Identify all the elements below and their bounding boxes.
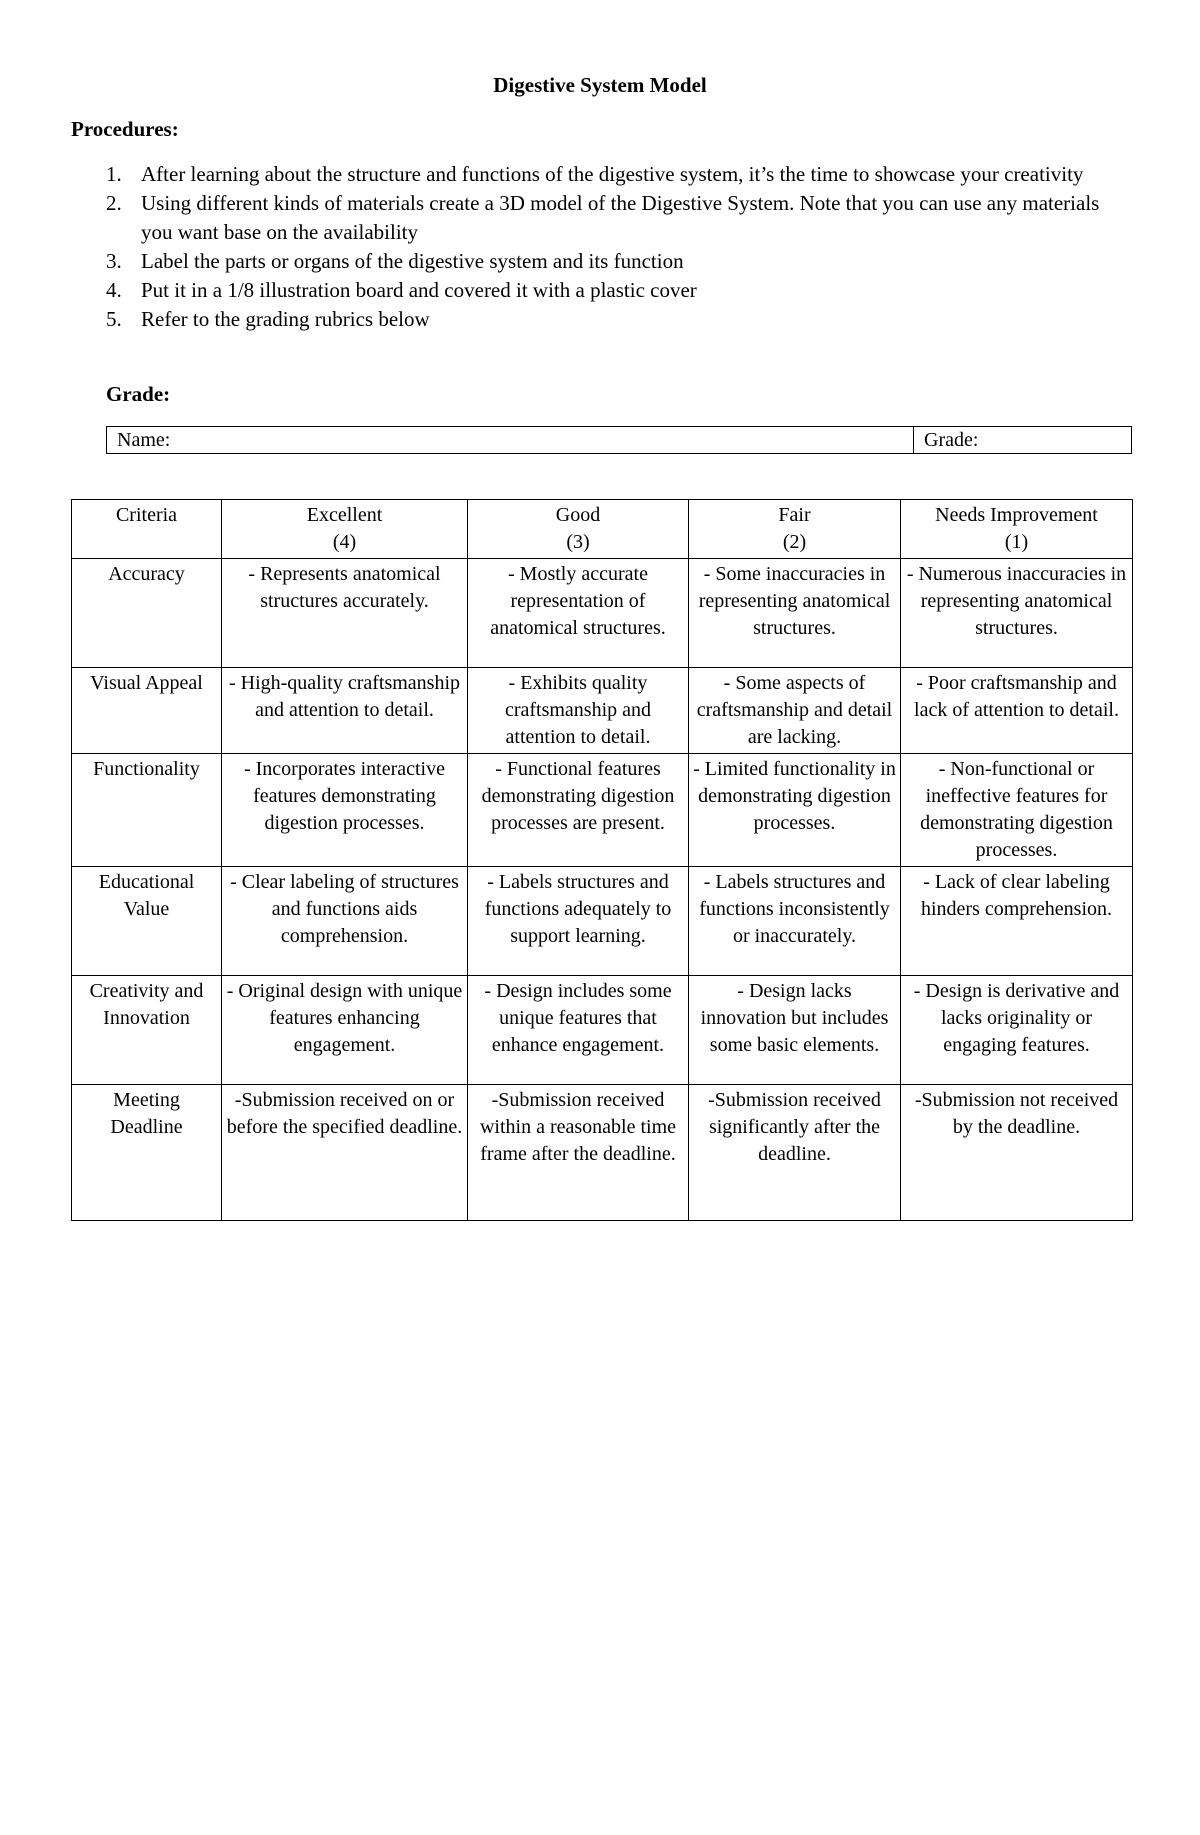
excellent-cell: - Clear labeling of structures and functions aids comprehension. — [222, 867, 468, 976]
criterion-cell: Creativity and Innovation — [72, 976, 222, 1085]
procedure-item — [106, 305, 1126, 334]
procedure-number: 5. — [106, 307, 122, 331]
procedure-number: 2. — [106, 191, 122, 215]
procedure-text: Label the parts or organs of the digestive system and its function — [141, 249, 684, 273]
header-score: (2) — [782, 531, 807, 553]
name-field[interactable]: Name: — [107, 427, 914, 453]
fair-cell: - Some aspects of craftsmanship and detail are lacking. — [689, 668, 901, 754]
fair-cell: -Submission received significantly after the deadline. — [689, 1085, 901, 1221]
header-label: Criteria — [115, 504, 178, 526]
needs-improvement-cell: - Non-functional or ineffective features for demonstrating digestion processes. — [901, 754, 1133, 867]
fair-cell: - Some inaccuracies in representing anatomical structures. — [689, 559, 901, 668]
criterion-cell: Functionality — [72, 754, 222, 867]
header-good — [468, 500, 689, 559]
needs-improvement-cell: - Numerous inaccuracies in representing anatomical structures. — [901, 559, 1133, 668]
header-label: Fair — [778, 504, 811, 526]
procedure-item — [106, 189, 1126, 247]
procedure-text: After learning about the structure and functions of the digestive system, it’s the time to showcase your creativity — [141, 162, 1084, 186]
procedure-text: Refer to the grading rubrics below — [141, 307, 430, 331]
criterion-cell: Educational Value — [72, 867, 222, 976]
header-score: (1) — [1004, 531, 1029, 553]
grading-rubric-table — [71, 499, 1133, 1221]
good-cell: - Exhibits quality craftsmanship and attention to detail. — [468, 668, 689, 754]
header-criteria — [72, 500, 222, 559]
criterion-cell: Accuracy — [72, 559, 222, 668]
procedure-text: Using different kinds of materials create a 3D model of the Digestive System. Note that you can use any materials you want base on the availability — [141, 191, 1100, 244]
table-row — [72, 1085, 1133, 1221]
procedure-item — [106, 160, 1126, 189]
name-grade-box — [106, 426, 1132, 454]
header-score: (3) — [566, 531, 590, 553]
procedure-number: 3. — [106, 249, 122, 273]
criterion-cell: Visual Appeal — [72, 668, 222, 754]
excellent-cell: - Incorporates interactive features demonstrating digestion processes. — [222, 754, 468, 867]
procedure-item — [106, 247, 1126, 276]
header-label: Excellent — [306, 504, 383, 526]
excellent-cell: - High-quality craftsmanship and attention to detail. — [222, 668, 468, 754]
document-title: Digestive System Model — [493, 73, 707, 97]
table-row — [72, 754, 1133, 867]
excellent-cell: - Represents anatomical structures accurately. — [222, 559, 468, 668]
excellent-cell: - Original design with unique features enhancing engagement. — [222, 976, 468, 1085]
grade-heading: Grade: — [106, 382, 171, 406]
good-cell: -Submission received within a reasonable time frame after the deadline. — [468, 1085, 689, 1221]
good-cell: - Design includes some unique features that enhance engagement. — [468, 976, 689, 1085]
procedure-item — [106, 276, 1126, 305]
good-cell: - Mostly accurate representation of anatomical structures. — [468, 559, 689, 668]
header-label: Good — [555, 504, 601, 526]
excellent-cell: -Submission received on or before the specified deadline. — [222, 1085, 468, 1221]
procedures-heading: Procedures: — [71, 117, 179, 141]
table-row — [72, 668, 1133, 754]
needs-improvement-cell: - Poor craftsmanship and lack of attention to detail. — [901, 668, 1133, 754]
needs-improvement-cell: - Lack of clear labeling hinders comprehension. — [901, 867, 1133, 976]
needs-improvement-cell: - Design is derivative and lacks originality or engaging features. — [901, 976, 1133, 1085]
table-header-row — [72, 500, 1133, 559]
header-excellent — [222, 500, 468, 559]
table-row — [72, 867, 1133, 976]
table-row — [72, 976, 1133, 1085]
header-needs-improvement — [901, 500, 1133, 559]
table-row — [72, 559, 1133, 668]
needs-improvement-cell: -Submission not received by the deadline. — [901, 1085, 1133, 1221]
procedure-number: 1. — [106, 162, 122, 186]
header-fair — [689, 500, 901, 559]
criterion-cell: Meeting Deadline — [72, 1085, 222, 1221]
good-cell: - Functional features demonstrating digestion processes are present. — [468, 754, 689, 867]
procedure-number: 4. — [106, 278, 122, 302]
fair-cell: - Limited functionality in demonstrating digestion processes. — [689, 754, 901, 867]
procedure-text: Put it in a 1/8 illustration board and covered it with a plastic cover — [141, 278, 697, 302]
fair-cell: - Labels structures and functions inconsistently or inaccurately. — [689, 867, 901, 976]
grade-field[interactable]: Grade: — [924, 429, 979, 451]
procedures-list — [106, 160, 1126, 334]
header-label: Needs Improvement — [935, 504, 1098, 526]
fair-cell: - Design lacks innovation but includes some basic elements. — [689, 976, 901, 1085]
good-cell: - Labels structures and functions adequately to support learning. — [468, 867, 689, 976]
header-score: (4) — [332, 531, 357, 553]
